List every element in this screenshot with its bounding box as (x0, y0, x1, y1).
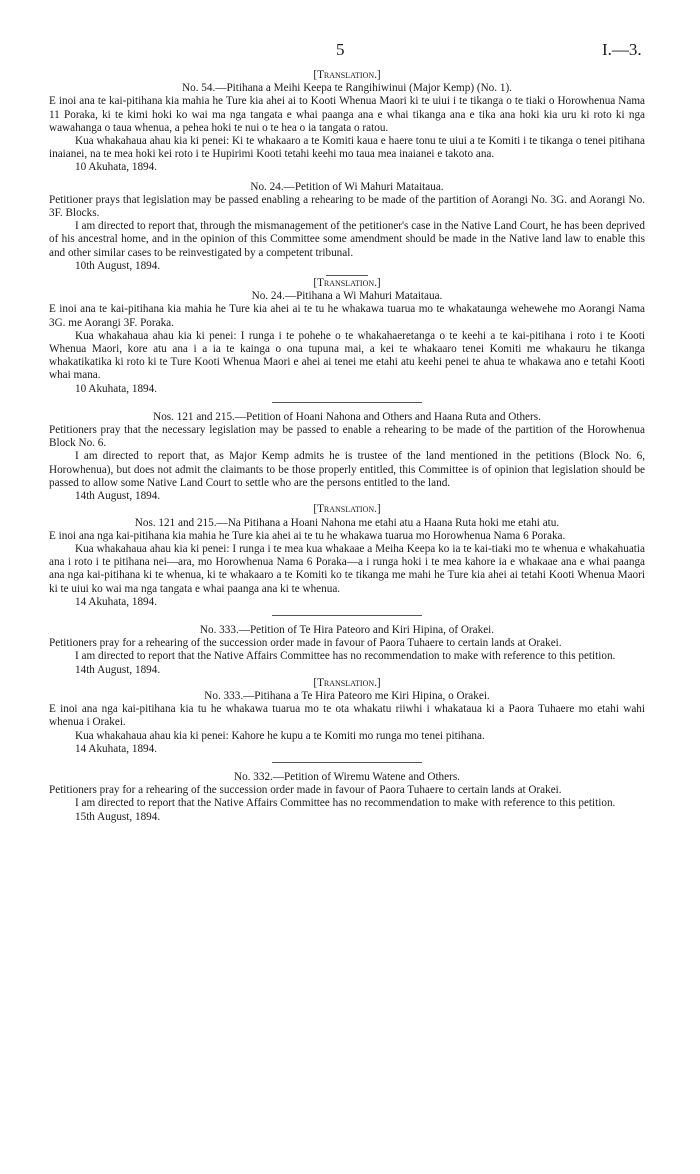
report-date: 14th August, 1894. (75, 490, 161, 503)
translation-label: [Translation.] (313, 69, 381, 81)
report-date: 10th August, 1894. (75, 259, 161, 272)
petition-prayer: E inoi ana te kai-pitihana kia mahia he Ture kia ahei ai to Kooti Whenua Maori ki te uiui i te tikanga o te tiaki o Horowhenua Nama 11 Poraka, ki te kimi hoki ko wai ma nga tangata e whai paanga ana e whai tikanga ana e tika ana hoki kia uru ki roto ki nga wawahanga o taua whenua, a pehea hoki te nui o te hea o ia tangata o ratou. (49, 95, 645, 134)
report-date: 15th August, 1894. (75, 810, 161, 823)
committee-report: Kua whakahaua ahau kia ki penei: Ki te whakaaro a te Komiti kaua e haere tonu te uiui a te Komiti i te tikanga o tenei pitihana inaianei, na te mea hoki kei roto i te Hupirimi Kooti tetahi keehi mo taua mea inaianei e takoto ana. (49, 135, 645, 161)
petition-title: Nos. 121 and 215.—Petition of Hoani Nahona and Others and Haana Ruta and Others. (153, 410, 541, 423)
petition-prayer: Petitioners pray for a rehearing of the succession order made in favour of Paora Tuhaere to certain lands at Orakei. (49, 784, 562, 797)
section-divider (272, 402, 422, 403)
petition-section (49, 277, 645, 396)
translation-label: [Translation.] (313, 676, 381, 689)
section-divider (272, 762, 422, 763)
committee-report: I am directed to report that, through the mismanagement of the petitioner's case in the Native Land Court, he has been deprived of his ancestral home, and in the opinion of this Committee some amendment should be made in the Native land law to enable this and other similar cases to be reinvestigated by a competent tribunal. (49, 220, 645, 259)
petition-section (49, 677, 645, 756)
petition-section (49, 624, 645, 677)
report-date: 14th August, 1894. (75, 663, 161, 676)
document-reference: I.—3. (602, 40, 642, 59)
report-date: 10 Akuhata, 1894. (75, 161, 158, 174)
page-body (49, 69, 645, 824)
translation-label: [Translation.] (313, 503, 381, 516)
petition-title: No. 24.—Pitihana a Wi Mahuri Mataitaua. (251, 290, 443, 303)
committee-report: Kua whakahaua ahau kia ki penei: Kahore he kupu a te Komiti mo runga mo tenei pitihana. (75, 729, 485, 742)
page-number: 5 (336, 40, 345, 59)
petition-title: No. 332.—Petition of Wiremu Watene and Others. (234, 770, 460, 783)
petition-section (49, 503, 645, 609)
committee-report: Kua whakahaua ahau kia ki penei: I runga i te pohehe o te whakahaeretanga o te keehi a te kai-pitihana i roto i te Kooti Whenua Maori, kore atu ana i a ia te kainga o ona tupuna mai, a kei te whakaaro tenei Komiti me whakauru he tikanga whakatikatika ki roto ki te Ture Kooti Whenua Maori e ahei ai tenei me etahi atu keehi penei te ahua te whakawa ano e tetahi Kooti whai mana. (49, 329, 645, 382)
petition-prayer: E inoi ana te kai-pitihana kia mahia he Ture kia ahei ai te tu he whakawa tuarua mo te whakataunga wehewehe mo Aorangi Nama 3G. me Aorangi 3F. Poraka. (49, 303, 645, 329)
petition-section (49, 181, 645, 273)
petition-title: No. 54.—Pitihana a Meihi Keepa te Rangihiwinui (Major Kemp) (No. 1). (182, 82, 512, 95)
report-date: 10 Akuhata, 1894. (75, 382, 158, 395)
petition-title: Nos. 121 and 215.—Na Pitihana a Hoani Nahona me etahi atu a Haana Ruta hoki me etahi atu. (134, 516, 560, 529)
petition-title: No. 24.—Petition of Wi Mahuri Mataitaua. (250, 180, 444, 193)
petition-prayer: Petitioners pray that the necessary legislation may be passed to enable a rehearing to be made of the partition of the Horowhenua Block No. 6. (49, 424, 645, 450)
petition-prayer: Petitioner prays that legislation may be passed enabling a rehearing to be made of the partition of Aorangi No. 3G. and Aorangi No. 3F. Blocks. (49, 193, 645, 220)
section-divider (272, 615, 422, 616)
petition-prayer: E inoi ana nga kai-pitihana kia mahia he Ture kia ahei ai te tu he whakawa tuarua mo Horowhenua Nama 6 Poraka. (49, 529, 566, 542)
petition-title: No. 333.—Petition of Te Hira Pateoro and Kiri Hipina, of Orakei. (199, 623, 495, 636)
petition-title: No. 333.—Pitihana a Te Hira Pateoro me Kiri Hipina, o Orakei. (204, 689, 490, 702)
petition-section (49, 411, 645, 503)
report-date: 14 Akuhata, 1894. (75, 595, 158, 608)
petition-prayer: Petitioners pray for a rehearing of the succession order made in favour of Paora Tuhaere to certain lands at Orakei. (49, 637, 562, 650)
short-divider (326, 275, 368, 276)
committee-report: I am directed to report that, as Major Kemp admits he is trustee of the land mentioned in the petitions (Block No. 6, Horowhenua), but does not admit the claimants to be those properly entitled, this Committee is of opinion that legislation should be passed to allow some Native Land Court to settle who are the persons entitled to the land. (49, 450, 645, 489)
petition-section (49, 771, 645, 824)
committee-report: Kua whakahaua ahau kia ki penei: I runga i te mea kua whakaae a Meiha Keepa ko ia te kai-tiaki mo te whenua e whakahuatia ana i roto i te pitihana nei—ara, mo Horowhenua Nama 6 Poraka—a i runga hoki i te mea kahore ia e whakaae ana e whai paanga ana nga kai-pitihana ki te whenua, ki te whakaaro a te Komiti ko te tikanga me mahi he Ture kia ahei ai tetahi Kooti Whenua Maori ki te uiui ko wai ma nga tangata e whai paanga ana ki te whenua. (49, 542, 645, 595)
report-date: 14 Akuhata, 1894. (75, 742, 158, 755)
committee-report: I am directed to report that the Native Affairs Committee has no recommendation to make with reference to this petition. (75, 797, 616, 810)
committee-report: I am directed to report that the Native Affairs Committee has no recommendation to make with reference to this petition. (75, 650, 616, 663)
petition-prayer: E inoi ana nga kai-pitihana kia tu he whakawa tuarua mo te ota whakatu riiwhi i whakataua ki a Paora Tuhaere mo etahi wahi whenua i Orakei. (49, 703, 645, 729)
petition-section (49, 69, 645, 175)
translation-label: [Translation.] (313, 277, 381, 290)
